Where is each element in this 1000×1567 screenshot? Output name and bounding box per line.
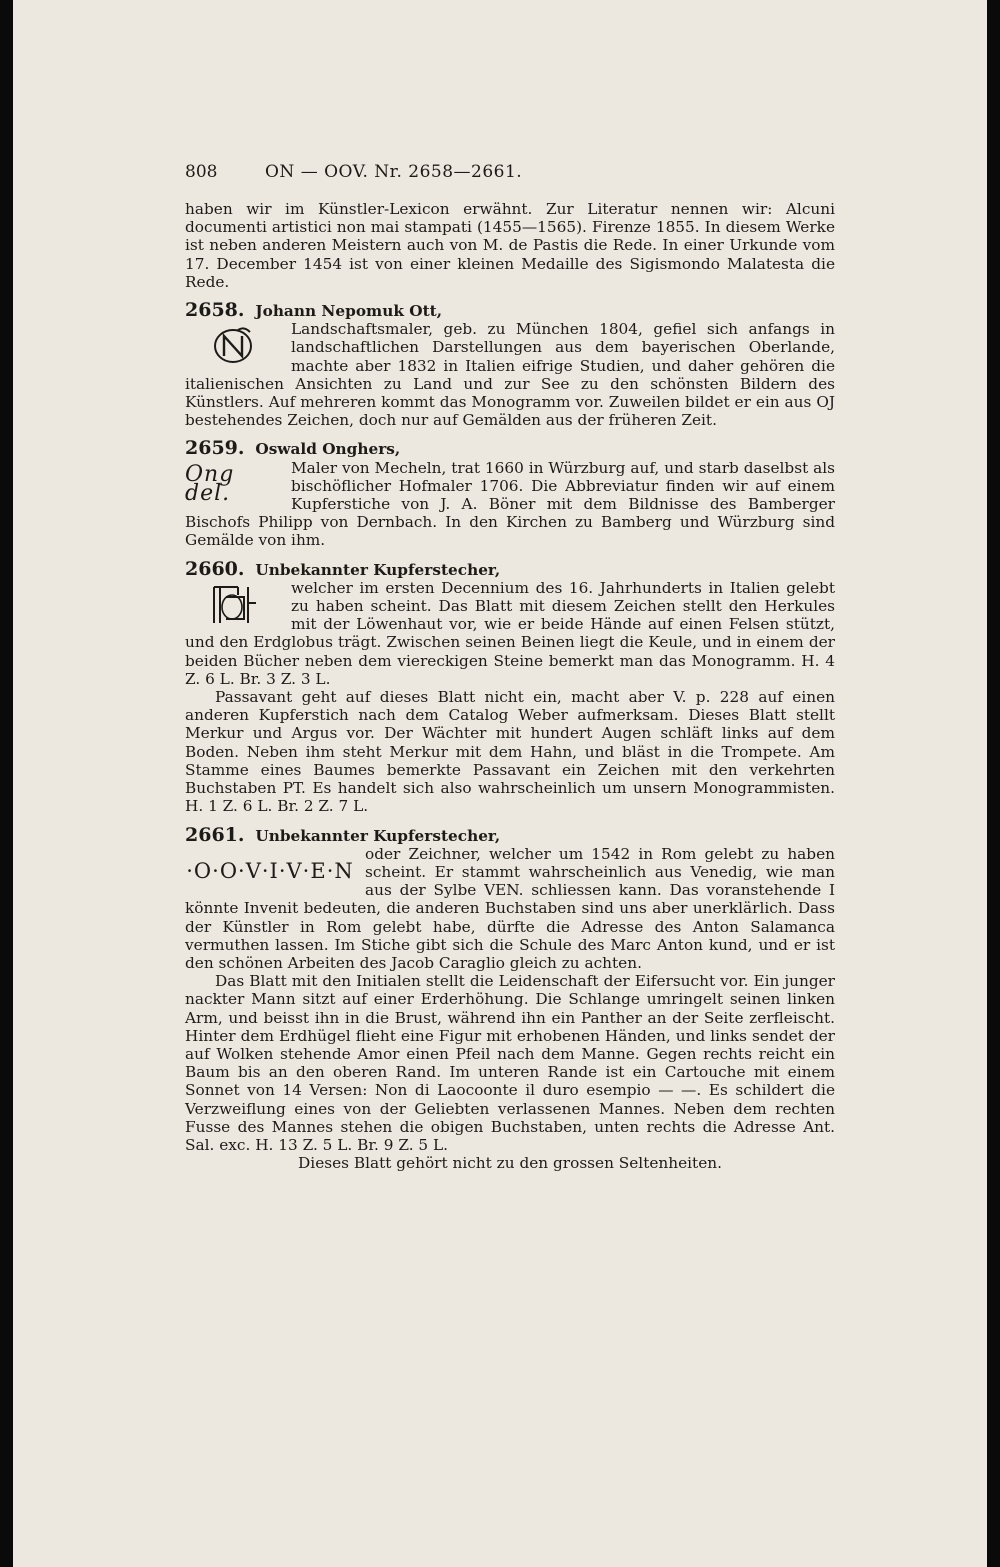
running-title: ON — OOV. Nr. 2658—2661. — [265, 162, 523, 182]
entry-2660 — [185, 557, 835, 816]
signature-text: Ong del. — [185, 462, 235, 506]
entry-text-2: Das Blatt mit den Initialen stellt die Leidenschaft der Eifersucht vor. Ein junger nackter Mann sitzt auf einer Erderhöhung. Die Schlange umringelt seinen linken Arm, und beisst ihn in die Brust, während ihn ein Panther an der Seite zerfleischt. Hinter dem Erdhügel flieht eine Figur mit erhobenen Händen, und links sendet der auf Wolken stehende Amor einen Pfeil nach dem Manne. Gegen rechts reicht ein Baum bis an den oberen Rand. Im unteren Rande ist ein Cartouche mit einem Sonnet von 14 Versen: Non di Laocoonte il duro esempio — —. Es schildert die Verzweiflung eines von der Geliebten verlassenen Mannes. Neben dem rechten Fusse des Mannes stehen die obigen Buchstaben, unten rechts die Adresse Ant. Sal. exc. H. 13 Z. 5 L. Br. 9 Z. 5 L. — [185, 972, 835, 1154]
entry-text: Landschaftsmaler, geb. zu München 1804, gefiel sich anfangs in landschaftlichen Darstellungen aus dem bayerischen Oberlande, machte aber 1832 in Italien eifrige Studien, und daher gehören die italienischen Ansichten zu Land und zur See zu den schönsten Bildern des Künstlers. Auf mehreren kommt das Monogramm vor. Zuweilen bildet er ein aus OJ bestehendes Zeichen, doch nur auf Gemälden aus der früheren Zeit. — [185, 320, 835, 430]
entry-text: welcher im ersten Decennium des 16. Jahrhunderts in Italien gelebt zu haben scheint. Das Blatt mit diesem Zeichen stellt den Herkules mit der Löwenhaut vor, wie er beide Hände auf einen Felsen stützt, und den Erdglobus trägt. Zwischen seinen Beinen liegt die Keule, und in einem der beiden Bücher neben dem viereckigen Steine bemerkt man das Monogramm. H. 4 Z. 6 L. Br. 3 Z. 3 L. — [185, 578, 835, 688]
entry-number: 2659. — [185, 437, 245, 460]
entry-number: 2660. — [185, 557, 245, 580]
page-number: 808 — [185, 162, 218, 182]
intro-paragraph: haben wir im Künstler-Lexicon erwähnt. Zur Literatur nennen wir: Alcuni documenti artistici non mai stampati (1455—1565). Firenze 1855. In diesem Werke ist neben anderen Meistern auch von M. de Pastis die Rede. In einer Urkunde vom 17. December 1454 ist von einer kleinen Medaille des Sigismondo Malatesta die Rede. — [185, 200, 835, 291]
entry-text: Maler von Mecheln, trat 1660 in Würzburg auf, und starb daselbst als bischöflicher Hofmaler 1706. Die Abbreviatur finden wir auf einem Kupferstiche von J. A. Böner mit dem Bildnisse des Bamberger Bischofs Philipp von Dernbach. In den Kirchen zu Bamberg und Würzburg sind Gemälde von ihm. — [185, 458, 835, 550]
entry-text: oder Zeichner, welcher um 1542 in Rom gelebt zu haben scheint. Er stammt wahrscheinlich aus Venedig, wie man aus der Sylbe VEN. schliessen kann. Das voranstehende I könnte Invenit bedeuten, die anderen Buchstaben sind uns aber unerklärlich. Dass der Künstler in Rom gelebt habe, dürfte die Adresse des Anton Salamanca vermuthen lassen. Im Stiche gibt sich die Schule des Marc Anton kund, und er ist den schönen Arbeiten des Jacob Caraglio gleich zu achten. — [185, 844, 835, 972]
entry-name: Oswald Onghers, — [255, 440, 401, 459]
book-page — [13, 0, 987, 1567]
entry-name: Unbekannter Kupferstecher, — [255, 560, 501, 579]
entry-2658 — [185, 301, 835, 429]
entry-number: 2658. — [185, 299, 245, 322]
fbm-monogram-icon — [185, 583, 281, 627]
entry-text-2: Passavant geht auf dieses Blatt nicht ein, macht aber V. p. 228 auf einen anderen Kupferstich nach dem Catalog Weber aufmerksam. Dieses Blatt stellt Merkur und Argus vor. Der Wächter mit hundert Augen schläft links auf dem Boden. Neben ihm steht Merkur mit dem Hahn, und bläst in die Trompete. Am Stamme eines Baumes bemerkte Passavant ein Zeichen mit den verkehrten Buchstaben PT. Es handelt sich also wahrscheinlich um unsern Monogrammisten. H. 1 Z. 6 L. Br. 2 Z. 7 L. — [185, 688, 835, 816]
entry-number: 2661. — [185, 823, 245, 846]
ong-del-signature-icon — [185, 463, 281, 507]
entry-2661 — [185, 823, 835, 1173]
text-column — [185, 200, 835, 1172]
entry-name: Johann Nepomuk Ott, — [255, 302, 443, 321]
oovivevn-inscription-icon — [185, 849, 355, 893]
entry-2659 — [185, 439, 835, 549]
closing-line: Dieses Blatt gehört nicht zu den grossen Seltenheiten. — [298, 1154, 722, 1173]
jno-monogram-icon — [185, 324, 281, 368]
entry-name: Unbekannter Kupferstecher, — [255, 826, 501, 845]
inscription-text: ·O·O·V·I·V·E·N — [186, 858, 354, 883]
